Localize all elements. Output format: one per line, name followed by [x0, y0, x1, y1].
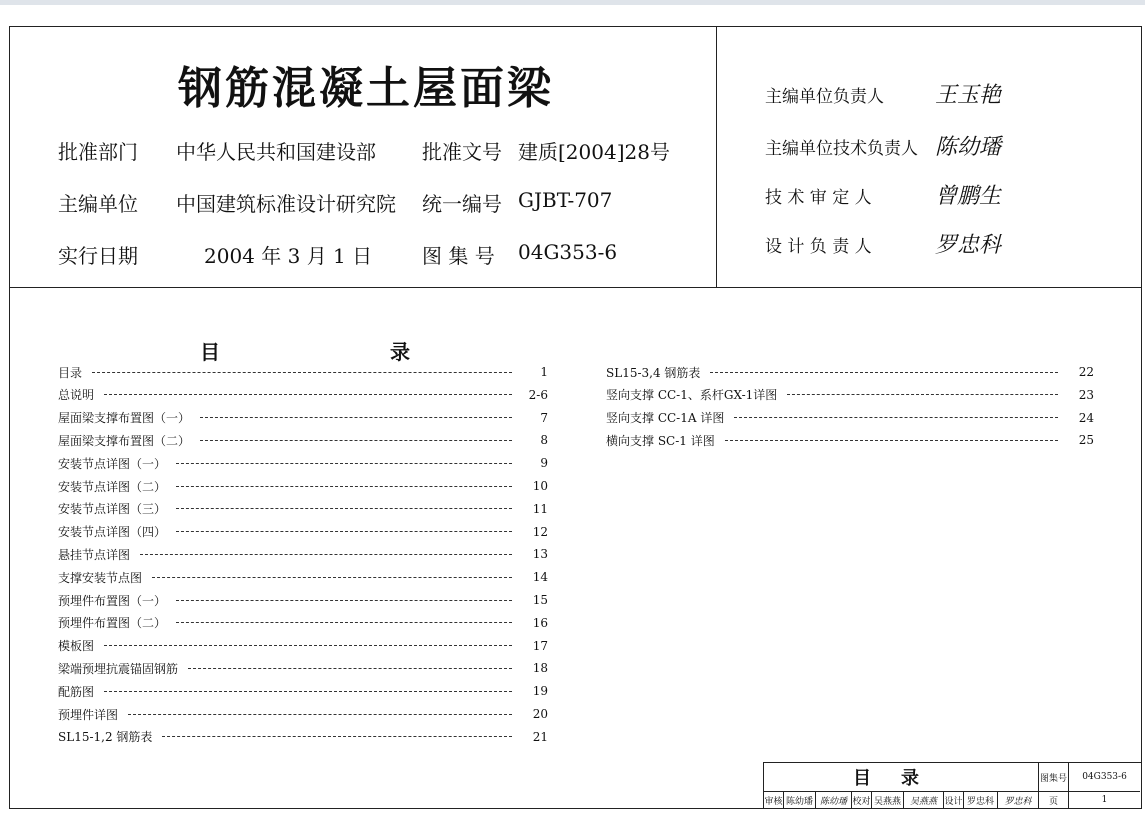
toc-leader-line [104, 691, 512, 692]
toc-entry-page: 11 [532, 501, 548, 516]
toc-entry-page: 17 [532, 638, 548, 653]
signature-label: 设 计 负 责 人 [765, 237, 872, 257]
toc-entry-title: 支撑安装节点图 [58, 570, 143, 585]
toc-entry-page: 12 [532, 524, 548, 539]
title-block-title: 目录 [764, 763, 1039, 792]
unified-no-label: 统一编号 [422, 192, 502, 216]
toc-entry-title: 预埋件详图 [58, 707, 119, 722]
effective-date-label: 实行日期 [58, 244, 138, 268]
toc-leader-line [200, 417, 512, 418]
approval-doc-label: 批准文号 [422, 140, 502, 164]
toc-leader-line [128, 714, 512, 715]
editor-unit-label: 主编单位 [58, 192, 138, 216]
toc-leader-line [92, 372, 512, 373]
toc-leader-line [176, 531, 512, 532]
document-title: 钢筋混凝土屋面梁 [178, 63, 554, 114]
signature-label: 技 术 审 定 人 [765, 188, 872, 208]
toc-entry-title: 屋面梁支撑布置图（二） [58, 433, 191, 448]
check-label: 校对 [852, 792, 872, 808]
toc-leader-line [710, 372, 1058, 373]
editor-unit-value: 中国建筑标准设计研究院 [176, 192, 396, 216]
atlas-label: 图集号 [1039, 763, 1069, 792]
toc-entry-page: 8 [540, 433, 548, 448]
toc-entry-page: 24 [1078, 410, 1094, 425]
toc-leader-line [176, 463, 512, 464]
toc-leader-line [152, 577, 512, 578]
toc-entry [58, 477, 548, 495]
approval-dept-value: 中华人民共和国建设部 [176, 140, 376, 164]
toc-entry-title: 屋面梁支撑布置图（一） [58, 411, 191, 426]
toc-entry [58, 728, 548, 746]
unified-no-value: GJBT-707 [518, 188, 613, 212]
toc-entry [606, 363, 1094, 381]
toc-entry [58, 659, 548, 677]
toc-entry [58, 500, 548, 518]
toc-heading-left: 目 [200, 340, 220, 364]
review-signature: 陈幼璠 [816, 792, 852, 808]
toc-entry-title: 目录 [58, 365, 83, 380]
atlas-value: 04G353-6 [1069, 763, 1140, 792]
toc-entry [58, 363, 548, 381]
review-name: 陈幼璠 [784, 792, 816, 808]
check-signature: 吴燕燕 [904, 792, 944, 808]
check-name: 吴燕燕 [872, 792, 904, 808]
toc-entry [58, 409, 548, 427]
toc-entry-page: 20 [532, 707, 548, 721]
handwritten-signature: 陈幼璠 [935, 135, 1002, 160]
design-signature: 罗忠科 [998, 792, 1039, 808]
toc-entry-title: 安装节点详图（三） [58, 502, 167, 517]
toc-entry-title: 竖向支撑 CC-1A 详图 [606, 411, 725, 426]
toc-entry [58, 431, 548, 449]
toc-entry-page: 7 [540, 410, 548, 425]
toc-entry [606, 409, 1094, 427]
top-bar [0, 0, 1145, 5]
toc-leader-line [162, 736, 512, 737]
toc-leader-line [176, 508, 512, 509]
toc-entry-page: 15 [532, 593, 548, 607]
page-value: 1 [1101, 795, 1108, 805]
toc-entry-page: 25 [1078, 433, 1094, 448]
toc-entry-title: 安装节点详图（一） [58, 456, 167, 471]
toc-entry-page: 10 [532, 479, 548, 493]
toc-entry-title: SL15-1,2 钢筋表 [58, 730, 153, 745]
toc-entry-title: 安装节点详图（四） [58, 525, 167, 540]
toc-entry-page: 23 [1078, 387, 1094, 402]
toc-heading-right: 录 [390, 340, 410, 364]
signature-divider [716, 26, 717, 288]
toc-entry-page: 14 [532, 570, 548, 585]
toc-entry [58, 545, 548, 563]
toc-entry [58, 637, 548, 655]
signature-label: 主编单位技术负责人 [765, 139, 918, 159]
signature-label: 主编单位负责人 [765, 87, 884, 107]
handwritten-signature: 罗忠科 [935, 233, 1002, 258]
toc-leader-line [104, 645, 512, 646]
handwritten-signature: 曾鹏生 [935, 184, 1002, 209]
toc-entry [58, 591, 548, 609]
toc-entry-title: 预埋件布置图（一） [58, 593, 167, 608]
toc-leader-line [734, 417, 1058, 418]
design-name: 罗忠科 [964, 792, 998, 808]
toc-entry-page: 13 [532, 547, 548, 562]
toc-entry-page: 18 [532, 661, 548, 676]
toc-entry-page: 22 [1078, 365, 1094, 379]
toc-entry [58, 682, 548, 700]
toc-entry [606, 386, 1094, 404]
toc-entry-title: 悬挂节点详图 [58, 547, 131, 562]
atlas-no-value: 04G353-6 [518, 240, 618, 264]
atlas-no-label: 图 集 号 [422, 244, 495, 268]
approval-doc-value: 建质[2004]28号 [518, 140, 670, 164]
toc-entry-title: 总说明 [58, 388, 95, 403]
design-label: 设计 [944, 792, 964, 808]
effective-date-value: 2004 年 3 月 1 日 [204, 244, 373, 268]
toc-entry [58, 523, 548, 541]
toc-entry-page: 1 [540, 365, 548, 379]
toc-leader-line [176, 622, 512, 623]
review-label: 审核 [764, 792, 784, 808]
handwritten-signature: 王玉艳 [935, 83, 1002, 108]
toc-entry-title: 安装节点详图（二） [58, 479, 167, 494]
toc-entry-page: 16 [532, 615, 548, 630]
page-label: 页 [1039, 792, 1069, 808]
toc-entry-title: 横向支撑 SC-1 详图 [606, 433, 715, 448]
toc-entry-title: 模板图 [58, 639, 95, 654]
header-divider [9, 287, 1142, 288]
toc-leader-line [787, 394, 1058, 395]
toc-leader-line [176, 600, 512, 601]
toc-entry-title: 配筋图 [58, 684, 95, 699]
toc-entry-title: 梁端预埋抗震锚固钢筋 [58, 661, 179, 676]
toc-leader-line [140, 554, 512, 555]
toc-entry-page: 9 [540, 456, 548, 471]
toc-leader-line [176, 486, 512, 487]
toc-leader-line [188, 668, 512, 669]
toc-leader-line [200, 440, 512, 441]
toc-entry-page: 19 [532, 684, 548, 699]
toc-entry [58, 614, 548, 632]
toc-entry-page: 2-6 [528, 387, 548, 402]
toc-leader-line [725, 440, 1058, 441]
toc-entry [606, 431, 1094, 449]
toc-entry [58, 705, 548, 723]
approval-dept-label: 批准部门 [58, 140, 138, 164]
toc-entry-title: 竖向支撑 CC-1、系杆GX-1详图 [606, 388, 778, 403]
title-block [763, 762, 1142, 809]
toc-leader-line [104, 394, 512, 395]
toc-entry [58, 454, 548, 472]
toc-entry [58, 568, 548, 586]
toc-entry-title: SL15-3,4 钢筋表 [606, 365, 701, 380]
toc-entry-title: 预埋件布置图（二） [58, 616, 167, 631]
toc-entry [58, 386, 548, 404]
toc-entry-page: 21 [532, 729, 548, 744]
